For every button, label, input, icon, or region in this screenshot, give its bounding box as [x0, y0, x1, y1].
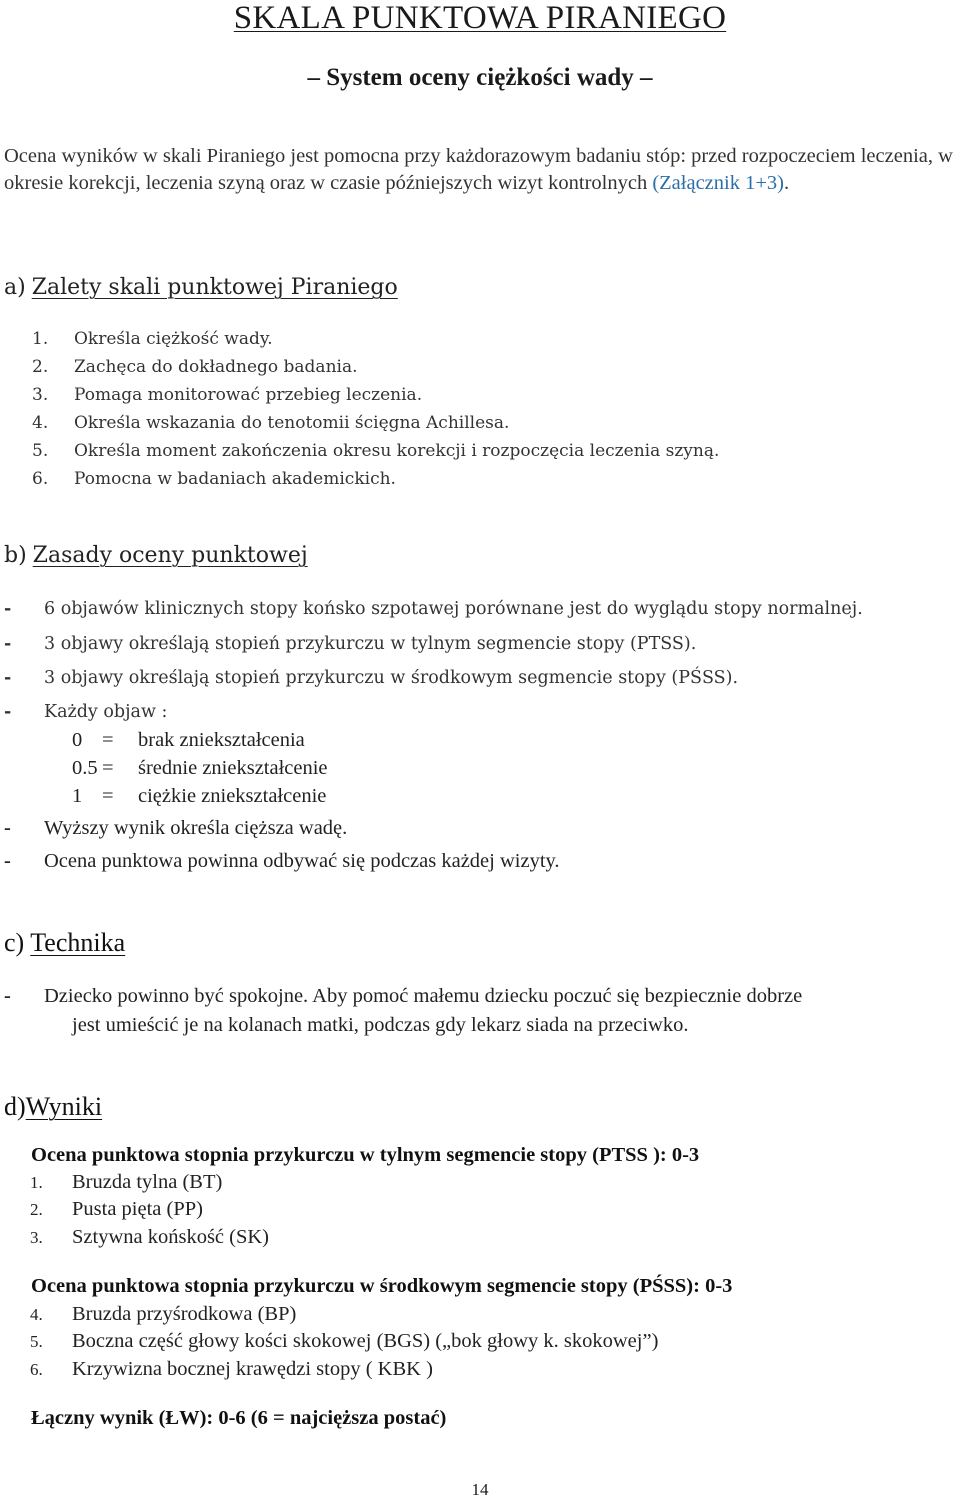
ptss-title: Ocena punktowa stopnia przykurczu w tylnym segmencie stopy (PTSS ): 0-3 [31, 1144, 700, 1166]
list-item: 1. Określa ciężkość wady. [32, 329, 273, 349]
result-item: 2. Pusta pięta (PP) [30, 1198, 203, 1220]
list-item: 5. Określa moment zakończenia okresu korekcji i rozpoczęcia leczenia szyną. [32, 441, 720, 461]
bullet-item: - 3 objawy określają stopień przykurczu w tylnym segmencie stopy (PTSS). [4, 634, 697, 654]
list-item: 2. Zachęca do dokładnego badania. [32, 357, 358, 377]
intro-paragraph: Ocena wyników w skali Piraniego jest pomocna przy każdorazowym badaniu stóp: przed rozpoczeciem leczenia, w okresie korekcji, leczenia szyną oraz w czasie późniejszych wizyt kontrolnych (Załącznik 1+3). [4, 145, 953, 194]
pss-title: Ocena punktowa stopnia przykurczu w środkowym segmencie stopy (PŚSS): 0-3 [31, 1275, 733, 1297]
result-item: 1. Bruzda tylna (BT) [30, 1171, 223, 1193]
section-b-heading: b) Zasady oceny punktowej [4, 543, 308, 568]
page-title: SKALA PUNKTOWA PIRANIEGO [233, 0, 727, 36]
result-item: 3. Sztywna końskość (SK) [30, 1226, 270, 1248]
list-item: 3. Pomaga monitorować przebieg leczenia. [32, 385, 423, 405]
total-score: Łączny wynik (ŁW): 0-6 (6 = najcięższa postać) [31, 1407, 447, 1429]
result-item: 5. Boczna część głowy kości skokowej (BGS) („bok głowy k. skokowej”) [30, 1330, 659, 1352]
list-item: 4. Określa wskazania do tenotomii ścięgna Achillesa. [32, 413, 510, 433]
scale-row: 0.5 = średnie zniekształcenie [72, 757, 328, 779]
bullet-item-continuation: jest umieścić je na kolanach matki, podczas gdy lekarz siada na przeciwko. [72, 1014, 689, 1036]
bullet-item: - Każdy objaw : [4, 702, 168, 722]
page-number: 14 [471, 1480, 489, 1499]
section-a-heading: a) Zalety skali punktowej Piraniego [4, 275, 398, 300]
result-item: 6. Krzywizna bocznej krawędzi stopy ( KBK ) [30, 1358, 433, 1380]
intro-text: Ocena wyników w skali Piraniego jest pomocna przy każdorazowym badaniu stóp: przed rozpoczeciem leczenia, w okresie korekcji, leczenia szyną oraz w czasie późniejszych wizyt kontrolnych [4, 145, 953, 194]
appendix-reference: (Załącznik 1+3) [652, 172, 784, 194]
scale-row: 1 = ciężkie zniekształcenie [72, 785, 327, 807]
bullet-item: - Wyższy wynik określa cięższa wadę. [4, 817, 348, 839]
page-subtitle: – System oceny ciężkości wady – [307, 64, 653, 91]
section-c-heading: c) Technika [4, 928, 126, 957]
list-item: 6. Pomocna w badaniach akademickich. [32, 469, 396, 489]
bullet-item: - 6 objawów klinicznych stopy końsko szpotawej porównane jest do wyglądu stopy normalnej. [4, 599, 863, 619]
result-item: 4. Bruzda przyśrodkowa (BP) [30, 1303, 297, 1325]
bullet-item: - 3 objawy określają stopień przykurczu w środkowym segmencie stopy (PŚSS). [4, 668, 739, 688]
bullet-item: - Ocena punktowa powinna odbywać się podczas każdej wizyty. [4, 850, 560, 872]
section-d-heading: d)Wyniki [4, 1092, 103, 1121]
bullet-item: - Dziecko powinno być spokojne. Aby pomoć małemu dziecku poczuć się bezpiecznie dobrze [4, 985, 803, 1007]
scale-row: 0 = brak zniekształcenia [72, 729, 305, 751]
